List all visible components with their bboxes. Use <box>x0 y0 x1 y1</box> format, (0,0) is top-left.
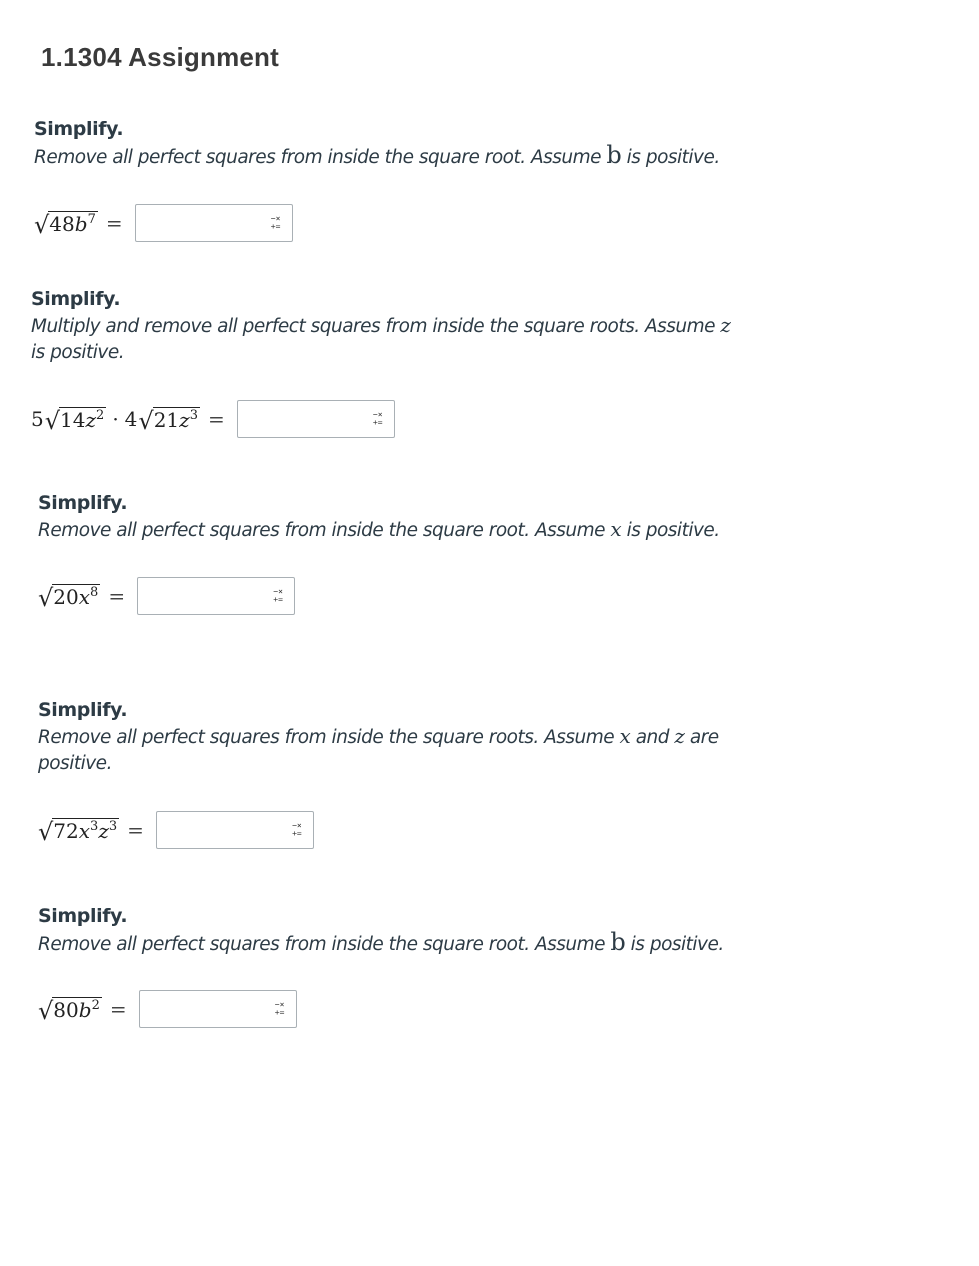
equals-sign: = <box>207 407 225 431</box>
answer-box-4 <box>156 811 314 849</box>
problem-heading: Simplify. <box>31 288 121 310</box>
problem-instruction: Remove all perfect squares from inside the square root. Assume b is positive. <box>34 141 720 169</box>
radical-expression: √ $48b^7$ <box>34 211 96 239</box>
expression-row-2 <box>31 400 395 438</box>
problem-instruction: Remove all perfect squares from inside the square roots. Assume x and z are positive. <box>38 724 719 774</box>
radical-expression: 5 √ $14z^2$ · 4 √ $21z^3$ <box>31 407 198 435</box>
answer-input-1[interactable] <box>138 207 250 239</box>
math-keyboard-icon[interactable]: −× += <box>273 587 283 604</box>
answer-box-3 <box>137 577 295 615</box>
answer-input-3[interactable] <box>140 580 252 612</box>
answer-box-1 <box>135 204 293 242</box>
square-root-symbol: √ <box>138 407 154 435</box>
math-keyboard-icon[interactable]: −× += <box>372 410 383 427</box>
equals-sign: = <box>109 997 127 1021</box>
variable-x: x <box>610 517 622 541</box>
expression-row-1 <box>34 204 293 242</box>
problem-instruction: Remove all perfect squares from inside the square root. Assume x is positive. <box>38 517 720 541</box>
square-root-symbol: √ <box>38 584 54 612</box>
problem-heading: Simplify. <box>38 492 128 514</box>
expression-row-4 <box>38 811 314 849</box>
problem-2 <box>31 286 751 366</box>
variable-x: x <box>619 724 631 748</box>
square-root-symbol: √ <box>44 407 61 435</box>
problem-instruction: Remove all perfect squares from inside the square root. Assume b is positive. <box>38 928 724 956</box>
equals-sign: = <box>105 211 123 235</box>
variable-z: z <box>674 724 685 748</box>
answer-box-5 <box>139 990 297 1028</box>
answer-input-4[interactable] <box>159 814 271 846</box>
problem-1 <box>34 116 754 171</box>
expression-row-3 <box>38 577 295 615</box>
problem-5 <box>38 903 758 958</box>
answer-input-2[interactable] <box>240 403 352 435</box>
square-root-symbol: √ <box>38 997 54 1025</box>
page-title: 1.1304 Assignment <box>41 42 279 72</box>
radical-expression: √ $80b^2$ <box>38 997 100 1025</box>
radical-expression: √ $20x^8$ <box>38 584 99 612</box>
variable-b: b <box>606 141 622 169</box>
answer-input-5[interactable] <box>142 993 254 1025</box>
radical-expression: √ $72x^3z^3$ <box>38 818 118 846</box>
problem-4 <box>38 697 758 777</box>
problem-3 <box>38 490 758 544</box>
math-keyboard-icon[interactable]: −× += <box>274 1000 285 1017</box>
problem-heading: Simplify. <box>38 699 128 721</box>
variable-z: z <box>720 313 731 337</box>
problem-instruction: Multiply and remove all perfect squares from inside the square roots. Assume z is positive. <box>31 313 731 363</box>
answer-box-2 <box>237 400 395 438</box>
variable-b: b <box>610 928 626 956</box>
math-keyboard-icon[interactable]: −× += <box>270 214 281 231</box>
equals-sign: = <box>108 584 126 608</box>
math-keyboard-icon[interactable]: −× += <box>292 821 302 838</box>
equals-sign: = <box>127 818 144 842</box>
expression-row-5 <box>38 990 297 1028</box>
square-root-symbol: √ <box>34 211 50 239</box>
problem-heading: Simplify. <box>34 118 124 140</box>
square-root-symbol: √ <box>38 818 54 846</box>
problem-heading: Simplify. <box>38 905 128 927</box>
